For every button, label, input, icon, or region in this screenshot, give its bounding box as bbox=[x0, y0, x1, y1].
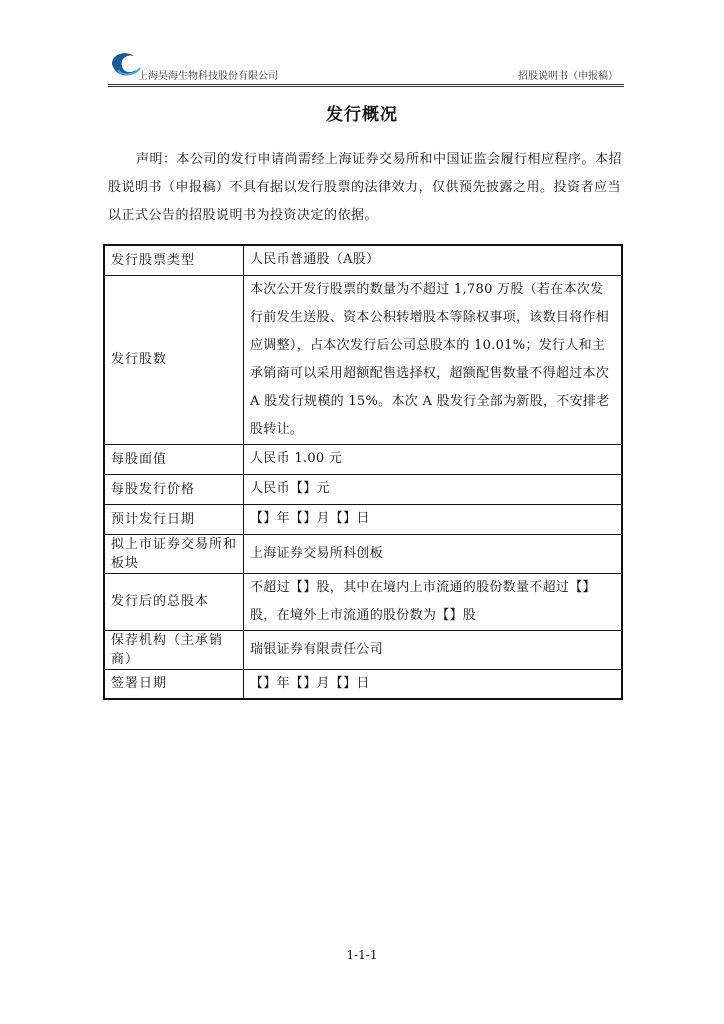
table-row bbox=[104, 534, 622, 573]
page-header bbox=[108, 50, 624, 84]
row-value-share-count: 本次公开发行股票的数量为不超过 1,780 万股（若在本次发行前发生送股、资本公积转增股本等除权事项，该数目将作相应调整），占本次发行后公司总股本的 10.01%；发行人和主承销商可以采用超额配售选择权，超额配售数量不得超过本次 A 股发行规模的 15%。本次 A 股发行全部为新股，不安排老股转让。 bbox=[244, 275, 623, 444]
table-row bbox=[104, 573, 622, 630]
table-row bbox=[104, 444, 622, 474]
row-value-share-type: 人民币普通股（A股） bbox=[244, 245, 623, 275]
row-value-signing-date: 【】年【】月【】日 bbox=[244, 669, 623, 699]
table-row bbox=[104, 474, 622, 504]
table-row bbox=[104, 275, 622, 444]
row-label-signing-date: 签署日期 bbox=[104, 669, 244, 699]
row-label-issue-price: 每股发行价格 bbox=[104, 474, 244, 504]
row-label-total-shares: 发行后的总股本 bbox=[104, 573, 244, 630]
row-label-exchange: 拟上市证券交易所和板块 bbox=[104, 534, 244, 573]
document-type: 招股说明书（申报稿） bbox=[518, 71, 618, 82]
header-rule-thin bbox=[108, 86, 624, 87]
row-value-par-value: 人民币 1.00 元 bbox=[244, 444, 623, 474]
row-label-share-type: 发行股票类型 bbox=[104, 245, 244, 275]
row-label-issue-date: 预计发行日期 bbox=[104, 504, 244, 534]
row-label-sponsor: 保荐机构（主承销商） bbox=[104, 630, 244, 669]
statement-block bbox=[108, 146, 632, 230]
row-value-exchange: 上海证券交易所科创板 bbox=[244, 534, 623, 573]
table-row bbox=[104, 630, 622, 669]
statement-paragraph: 声明：本公司的发行申请尚需经上海证券交易所和中国证监会履行相应程序。本招股说明书（申报稿）不具有据以发行股票的法律效力，仅供预先披露之用。投资者应当以正式公告的招股说明书为投资决定的依据。 bbox=[108, 152, 623, 223]
row-label-share-count: 发行股数 bbox=[104, 275, 244, 444]
row-value-issue-price: 人民币【】元 bbox=[244, 474, 623, 504]
table-row bbox=[104, 669, 622, 699]
page-title: 发行概况 bbox=[326, 105, 398, 125]
row-label-par-value: 每股面值 bbox=[104, 444, 244, 474]
offering-overview-table bbox=[103, 244, 623, 700]
company-name: 上海昊海生物科技股份有限公司 bbox=[138, 71, 278, 82]
row-value-issue-date: 【】年【】月【】日 bbox=[244, 504, 623, 534]
row-value-sponsor: 瑞银证券有限责任公司 bbox=[244, 630, 623, 669]
header-rule bbox=[108, 84, 624, 85]
table-row bbox=[104, 245, 622, 275]
table-row bbox=[104, 504, 622, 534]
row-value-total-shares: 不超过【】股，其中在境内上市流通的股份数量不超过【】股，在境外上市流通的股份数为【】股 bbox=[244, 573, 623, 630]
page-number: 1-1-1 bbox=[346, 948, 378, 962]
